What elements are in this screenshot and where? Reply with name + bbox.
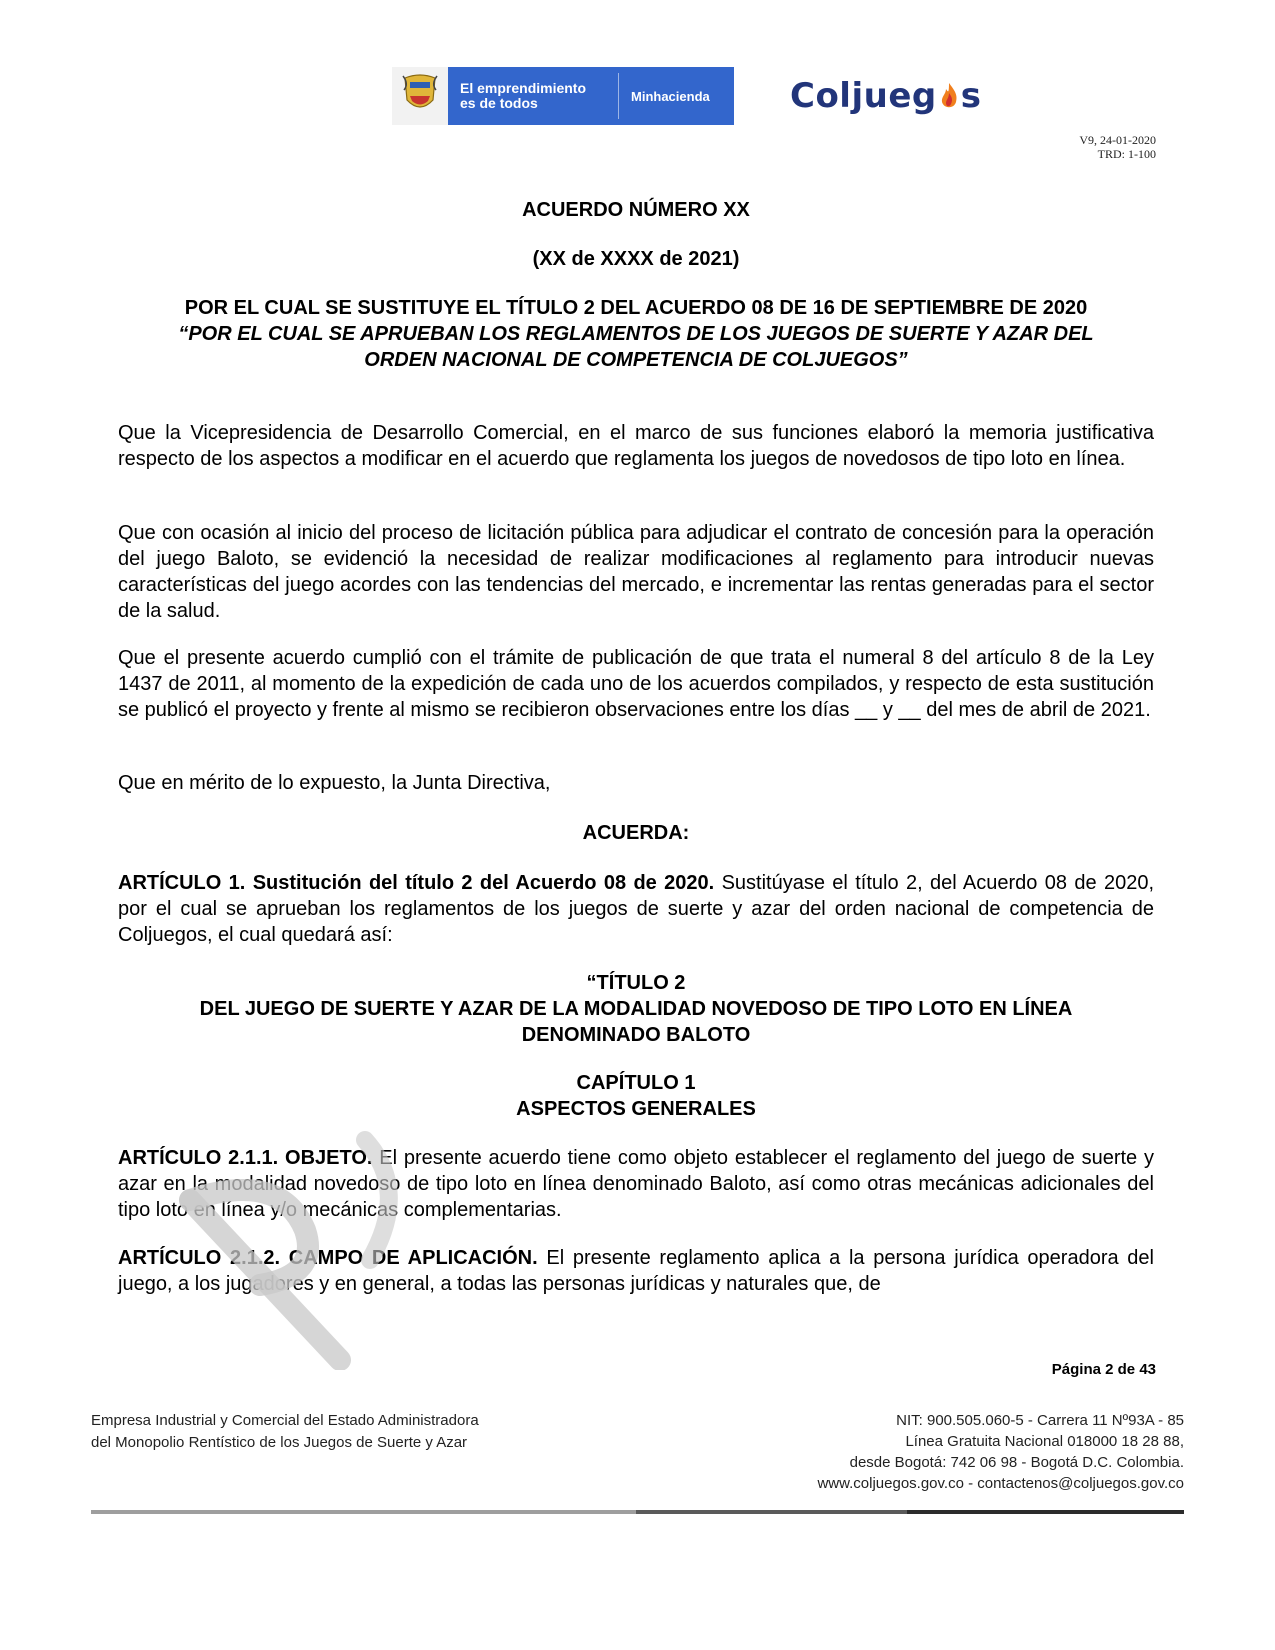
motto-line-1: El emprendimiento xyxy=(460,80,587,96)
coat-of-arms-icon xyxy=(392,67,448,125)
chapter-name: ASPECTOS GENERALES xyxy=(516,1098,756,1120)
footer-contact-info xyxy=(817,1410,1184,1494)
footer-divider-light xyxy=(91,1510,636,1514)
title-label: “TÍTULO 2 xyxy=(586,972,686,994)
title-name: DEL JUEGO DE SUERTE Y AZAR DE LA MODALIDAD NOVEDOSO DE TIPO LOTO EN LÍNEA DENOMINADO BALOTO xyxy=(199,998,1073,1046)
footer-bogota-phone: desde Bogotá: 742 06 98 - Bogotá D.C. Colombia. xyxy=(849,1454,1184,1471)
footer-left-line-2: del Monopolio Rentístico de los Juegos de Suerte y Azar xyxy=(91,1434,468,1451)
considerando-paragraph-2: Que con ocasión al inicio del proceso de licitación pública para adjudicar el contrato de concesión para la operación del juego Baloto, se evidenció la necesidad de realizar modificaciones al reglamento para introducir nuevas características del juego acordes con las tendencias del mercado, e incrementar las rentas generadas para el sector de la salud. xyxy=(118,522,1154,622)
brand-text-end: s xyxy=(960,76,982,116)
acuerda-heading: ACUERDA: xyxy=(582,822,690,844)
page-number: Página 2 de 43 xyxy=(1051,1361,1156,1378)
article-2-1-2 xyxy=(118,1245,1154,1297)
trd-line: TRD: 1-100 xyxy=(1097,147,1156,161)
article-2-1-1 xyxy=(118,1145,1154,1223)
article-2-1-1-heading: ARTÍCULO 2.1.1. OBJETO. xyxy=(118,1147,373,1169)
article-1 xyxy=(118,870,1154,948)
considerando-paragraph-3: Que el presente acuerdo cumplió con el trámite de publicación de que trata el numeral 8 del artículo 8 de la Ley 1437 de 2011, al momento de la expedición de cada uno de los acuerdos compilados, y respecto de esta sustitución se publicó el proyecto y frente al mismo se recibieron observaciones entre los días __ y __ del mes de abril de 2021. xyxy=(118,647,1154,721)
flame-icon xyxy=(938,81,960,111)
document-date: (XX de XXXX de 2021) xyxy=(532,248,740,270)
article-1-heading: ARTÍCULO 1. Sustitución del título 2 del Acuerdo 08 de 2020. xyxy=(118,872,715,894)
document-title: ACUERDO NÚMERO XX xyxy=(522,199,750,221)
footer-web-email: www.coljuegos.gov.co - contactenos@coljuegos.gov.co xyxy=(817,1475,1184,1492)
brand-text-main: Coljueg xyxy=(790,76,937,116)
version-line: V9, 24-01-2020 xyxy=(1079,133,1156,147)
footer-hotline: Línea Gratuita Nacional 018000 18 28 88, xyxy=(905,1433,1184,1450)
chapter-label: CAPÍTULO 1 xyxy=(576,1072,696,1094)
footer-divider-dark xyxy=(907,1510,1184,1514)
government-motto xyxy=(448,67,618,125)
article-1-body: Sustitúyase el título 2, del Acuerdo 08 de 2020, por el cual se aprueban los reglamentos de los juegos de suerte y azar del orden nacional de competencia de Coljuegos, el cual quedará así: xyxy=(118,872,1154,946)
ministry-name: Minhacienda xyxy=(631,88,710,104)
motto-line-2: es de todos xyxy=(460,95,538,111)
considerando-paragraph-1: Que la Vicepresidencia de Desarrollo Comercial, en el marco de sus funciones elaboró la memoria justificativa respecto de los aspectos a modificar en el acuerdo que reglamenta los juegos de novedosos de tipo loto en línea. xyxy=(118,422,1154,470)
article-2-1-1-body: El presente acuerdo tiene como objeto establecer el reglamento del juego de suerte y azar en la modalidad novedoso de tipo loto en línea denominado Baloto, así como otras mecánicas adicionales del tipo loto en línea y/o mecánicas complementarias. xyxy=(118,1147,1155,1221)
document-subject: POR EL CUAL SE SUSTITUYE EL TÍTULO 2 DEL ACUERDO 08 DE 16 DE SEPTIEMBRE DE 2020 xyxy=(184,297,1088,319)
government-banner-logo xyxy=(392,67,734,125)
document-version xyxy=(1079,133,1156,161)
document-subject-quote: “POR EL CUAL SE APRUEBAN LOS REGLAMENTOS DE LOS JUEGOS DE SUERTE Y AZAR DEL ORDEN NACIONAL DE COMPETENCIA DE COLJUEGOS” xyxy=(178,323,1094,371)
considerando-paragraph-4: Que en mérito de lo expuesto, la Junta Directiva, xyxy=(118,772,551,794)
footer-left-line-1: Empresa Industrial y Comercial del Estado Administradora xyxy=(91,1412,479,1429)
footer-company-info xyxy=(91,1410,479,1454)
article-2-1-2-body: El presente reglamento aplica a la persona jurídica operadora del juego, a los jugadores y en general, a todas las personas jurídicas y naturales que, de xyxy=(118,1247,1154,1295)
footer-divider xyxy=(91,1510,1184,1514)
article-2-1-2-heading: ARTÍCULO 2.1.2. CAMPO DE APLICACIÓN. xyxy=(118,1247,538,1269)
footer-divider-mid xyxy=(636,1510,907,1514)
coljuegos-logo xyxy=(790,74,981,118)
footer-nit: NIT: 900.505.060-5 - Carrera 11 Nº93A - 85 xyxy=(896,1412,1184,1429)
